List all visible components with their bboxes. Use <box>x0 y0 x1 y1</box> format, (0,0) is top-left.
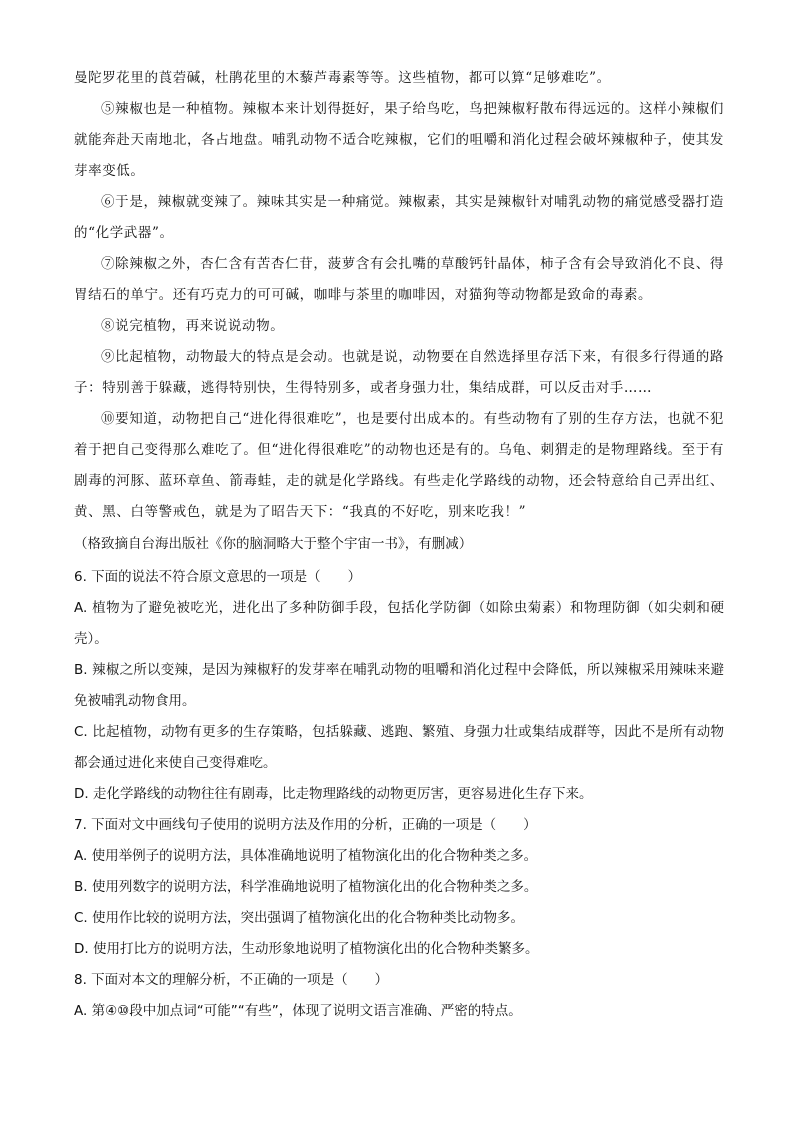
question-list <box>74 562 724 1027</box>
question-7-option-b: B. 使用列数字的说明方法，科学准确地说明了植物演化出的化合物种类之多。 <box>74 879 538 895</box>
question-7-option-d: D. 使用打比方的说明方法，生动形象地说明了植物演化出的化合物种类繁多。 <box>74 941 539 957</box>
question-8-stem: 8. 下面对本文的理解分析，不正确的一项是（ ） <box>74 972 389 988</box>
passage-source: （格致摘自台海出版社《你的脑洞略大于整个宇宙一书》，有删减） <box>74 536 473 551</box>
question-6-option-a: A. 植物为了避免被吃光，进化出了多种防御手段，包括化学防御（如除虫菊素）和物理防御（如尖刺和硬壳）。 <box>74 600 724 647</box>
passage-paragraph-6: ⑥于是，辣椒就变辣了。辣味其实是一种痛觉。辣椒素，其实是辣椒针对哺乳动物的痛觉感受器打造的“化学武器”。 <box>74 194 724 241</box>
question-6-option-c: C. 比起植物，动物有更多的生存策略，包括躲藏、逃跑、繁殖、身强力壮或集结成群等，因此不是所有动物都会通过进化来使自己变得难吃。 <box>74 724 724 771</box>
question-8-option-a: A. 第④⑩段中加点词“可能”“有些”，体现了说明文语言准确、严密的特点。 <box>74 1003 522 1019</box>
passage-paragraph-9: ⑨比起植物，动物最大的特点是会动。也就是说，动物要在自然选择里存活下来，有很多行得通的路子：特别善于躲藏，逃得特别快，生得特别多，或者身强力壮，集结成群，可以反击对手…… <box>74 349 724 396</box>
question-7-option-c: C. 使用作比较的说明方法，突出强调了植物演化出的化合物种类比动物多。 <box>74 910 525 926</box>
question-6-option-b: B. 辣椒之所以变辣，是因为辣椒籽的发芽率在哺乳动物的咀嚼和消化过程中会降低，所以辣椒采用辣味来避免被哺乳动物食用。 <box>74 662 724 709</box>
question-6-stem: 6. 下面的说法不符合原文意思的一项是（ ） <box>74 569 362 585</box>
passage-paragraph-10: ⑩要知道，动物把自己“进化得很难吃”，也是要付出成本的。有些动物有了别的生存方法，也就不犯着于把自己变得那么难吃了。但“进化得很难吃”的动物也还是有的。乌龟、刺猬走的是物理路线。至于有剧毒的河豚、蓝环章鱼、箭毒蛙，走的就是化学路线。有些走化学路线的动物，还会特意给自己弄出红、黄、黑、白等警戒色，就是为了昭告天下：“我真的不好吃，别来吃我！” <box>74 411 724 520</box>
passage-paragraph-8: ⑧说完植物，再来说说动物。 <box>101 318 285 334</box>
question-7-stem: 7. 下面对文中画线句子使用的说明方法及作用的分析，正确的一项是（ ） <box>74 817 537 833</box>
question-7-option-a: A. 使用举例子的说明方法，具体准确地说明了植物演化出的化合物种类之多。 <box>74 848 538 864</box>
question-6-option-d: D. 走化学路线的动物往往有剧毒，比走物理路线的动物更厉害，更容易进化生存下来。 <box>74 786 593 802</box>
passage-paragraph-continued: 曼陀罗花里的莨菪碱，杜鹃花里的木藜芦毒素等等。这些植物，都可以算“足够难吃”。 <box>74 70 611 86</box>
passage-paragraph-5: ⑤辣椒也是一种植物。辣椒本来计划得挺好，果子给鸟吃，鸟把辣椒籽散布得远远的。这样小辣椒们就能奔赴天南地北，各占地盘。哺乳动物不适合吃辣椒，它们的咀嚼和消化过程会破坏辣椒种子，使其发芽率变低。 <box>74 101 724 179</box>
reading-passage <box>74 63 724 559</box>
passage-paragraph-7: ⑦除辣椒之外，杏仁含有苦杏仁苷，菠萝含有会扎嘴的草酸钙针晶体，柿子含有会导致消化不良、得胃结石的单宁。还有巧克力的可可碱，咖啡与茶里的咖啡因，对猫狗等动物都是致命的毒素。 <box>74 256 724 303</box>
